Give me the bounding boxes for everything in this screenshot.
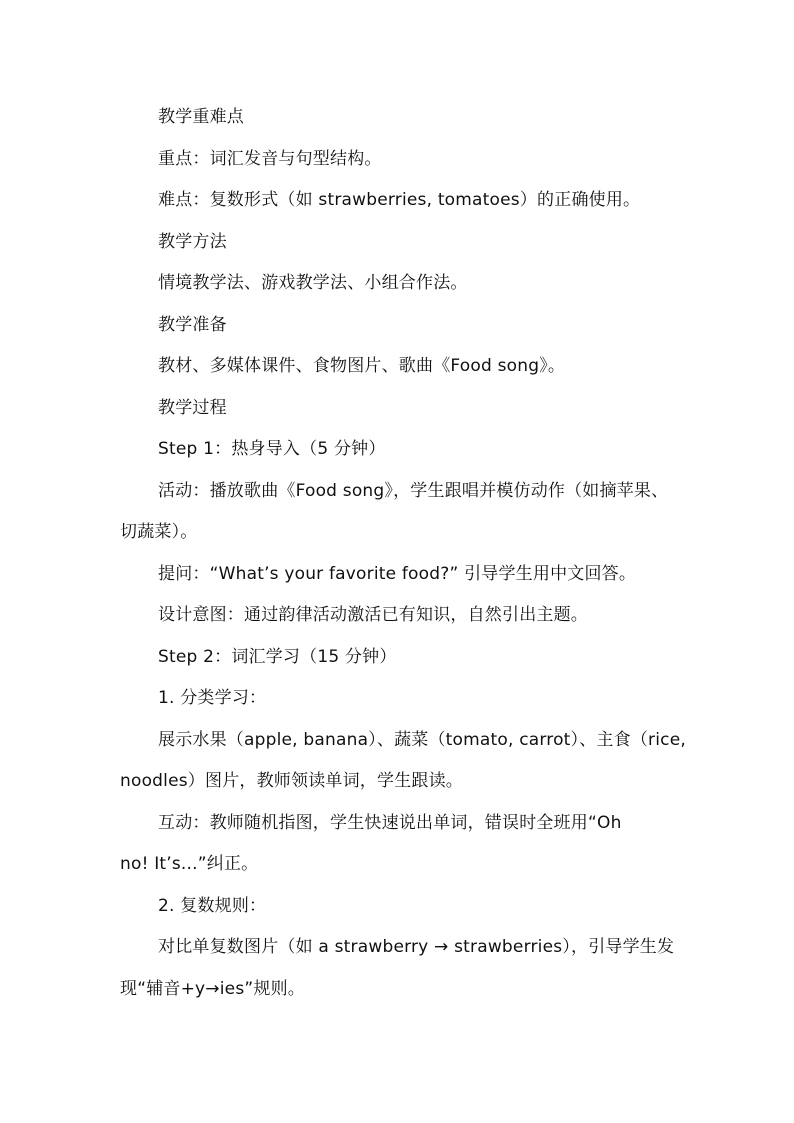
heading-teaching-focus: 教学重难点 — [158, 107, 244, 127]
activity-line-1: 活动：播放歌曲《Food song》，学生跟唱并模仿动作（如摘苹果、 — [158, 481, 669, 501]
heading-teaching-process: 教学过程 — [158, 398, 227, 418]
step-1-heading: Step 1：热身导入（5 分钟） — [158, 439, 386, 459]
heading-teaching-preparation: 教学准备 — [158, 315, 227, 335]
question-line: 提问：“What’s your favorite food?” 引导学生用中文回答。 — [158, 564, 637, 584]
paragraph-preparation: 教材、多媒体课件、食物图片、歌曲《Food song》。 — [158, 356, 566, 376]
show-pictures-line-2: noodles）图片，教师领读单词，学生跟读。 — [120, 771, 464, 791]
design-intent-line: 设计意图：通过韵律活动激活已有知识，自然引出主题。 — [158, 605, 588, 625]
activity-line-2: 切蔬菜）。 — [120, 522, 198, 542]
plural-rule-line-2: 现“辅音+y→ies”规则。 — [120, 979, 306, 999]
plural-rule-line-1: 对比单复数图片（如 a strawberry → strawberries），引导学生发 — [158, 937, 675, 957]
heading-teaching-methods: 教学方法 — [158, 232, 227, 252]
paragraph-difficult-point: 难点：复数形式（如 strawberries, tomatoes）的正确使用。 — [158, 190, 641, 210]
show-pictures-line-1: 展示水果（apple, banana）、蔬菜（tomato, carrot）、主食（rice, — [158, 730, 686, 750]
paragraph-key-point: 重点：词汇发音与句型结构。 — [158, 149, 382, 169]
subheading-category-learning: 1. 分类学习： — [158, 688, 267, 708]
interaction-line-1: 互动：教师随机指图，学生快速说出单词，错误时全班用“Oh — [158, 813, 622, 833]
subheading-plural-rules: 2. 复数规则： — [158, 896, 267, 916]
step-2-heading: Step 2：词汇学习（15 分钟） — [158, 647, 397, 667]
paragraph-methods: 情境教学法、游戏教学法、小组合作法。 — [158, 273, 468, 293]
interaction-line-2: no! It’s...”纠正。 — [120, 854, 259, 874]
